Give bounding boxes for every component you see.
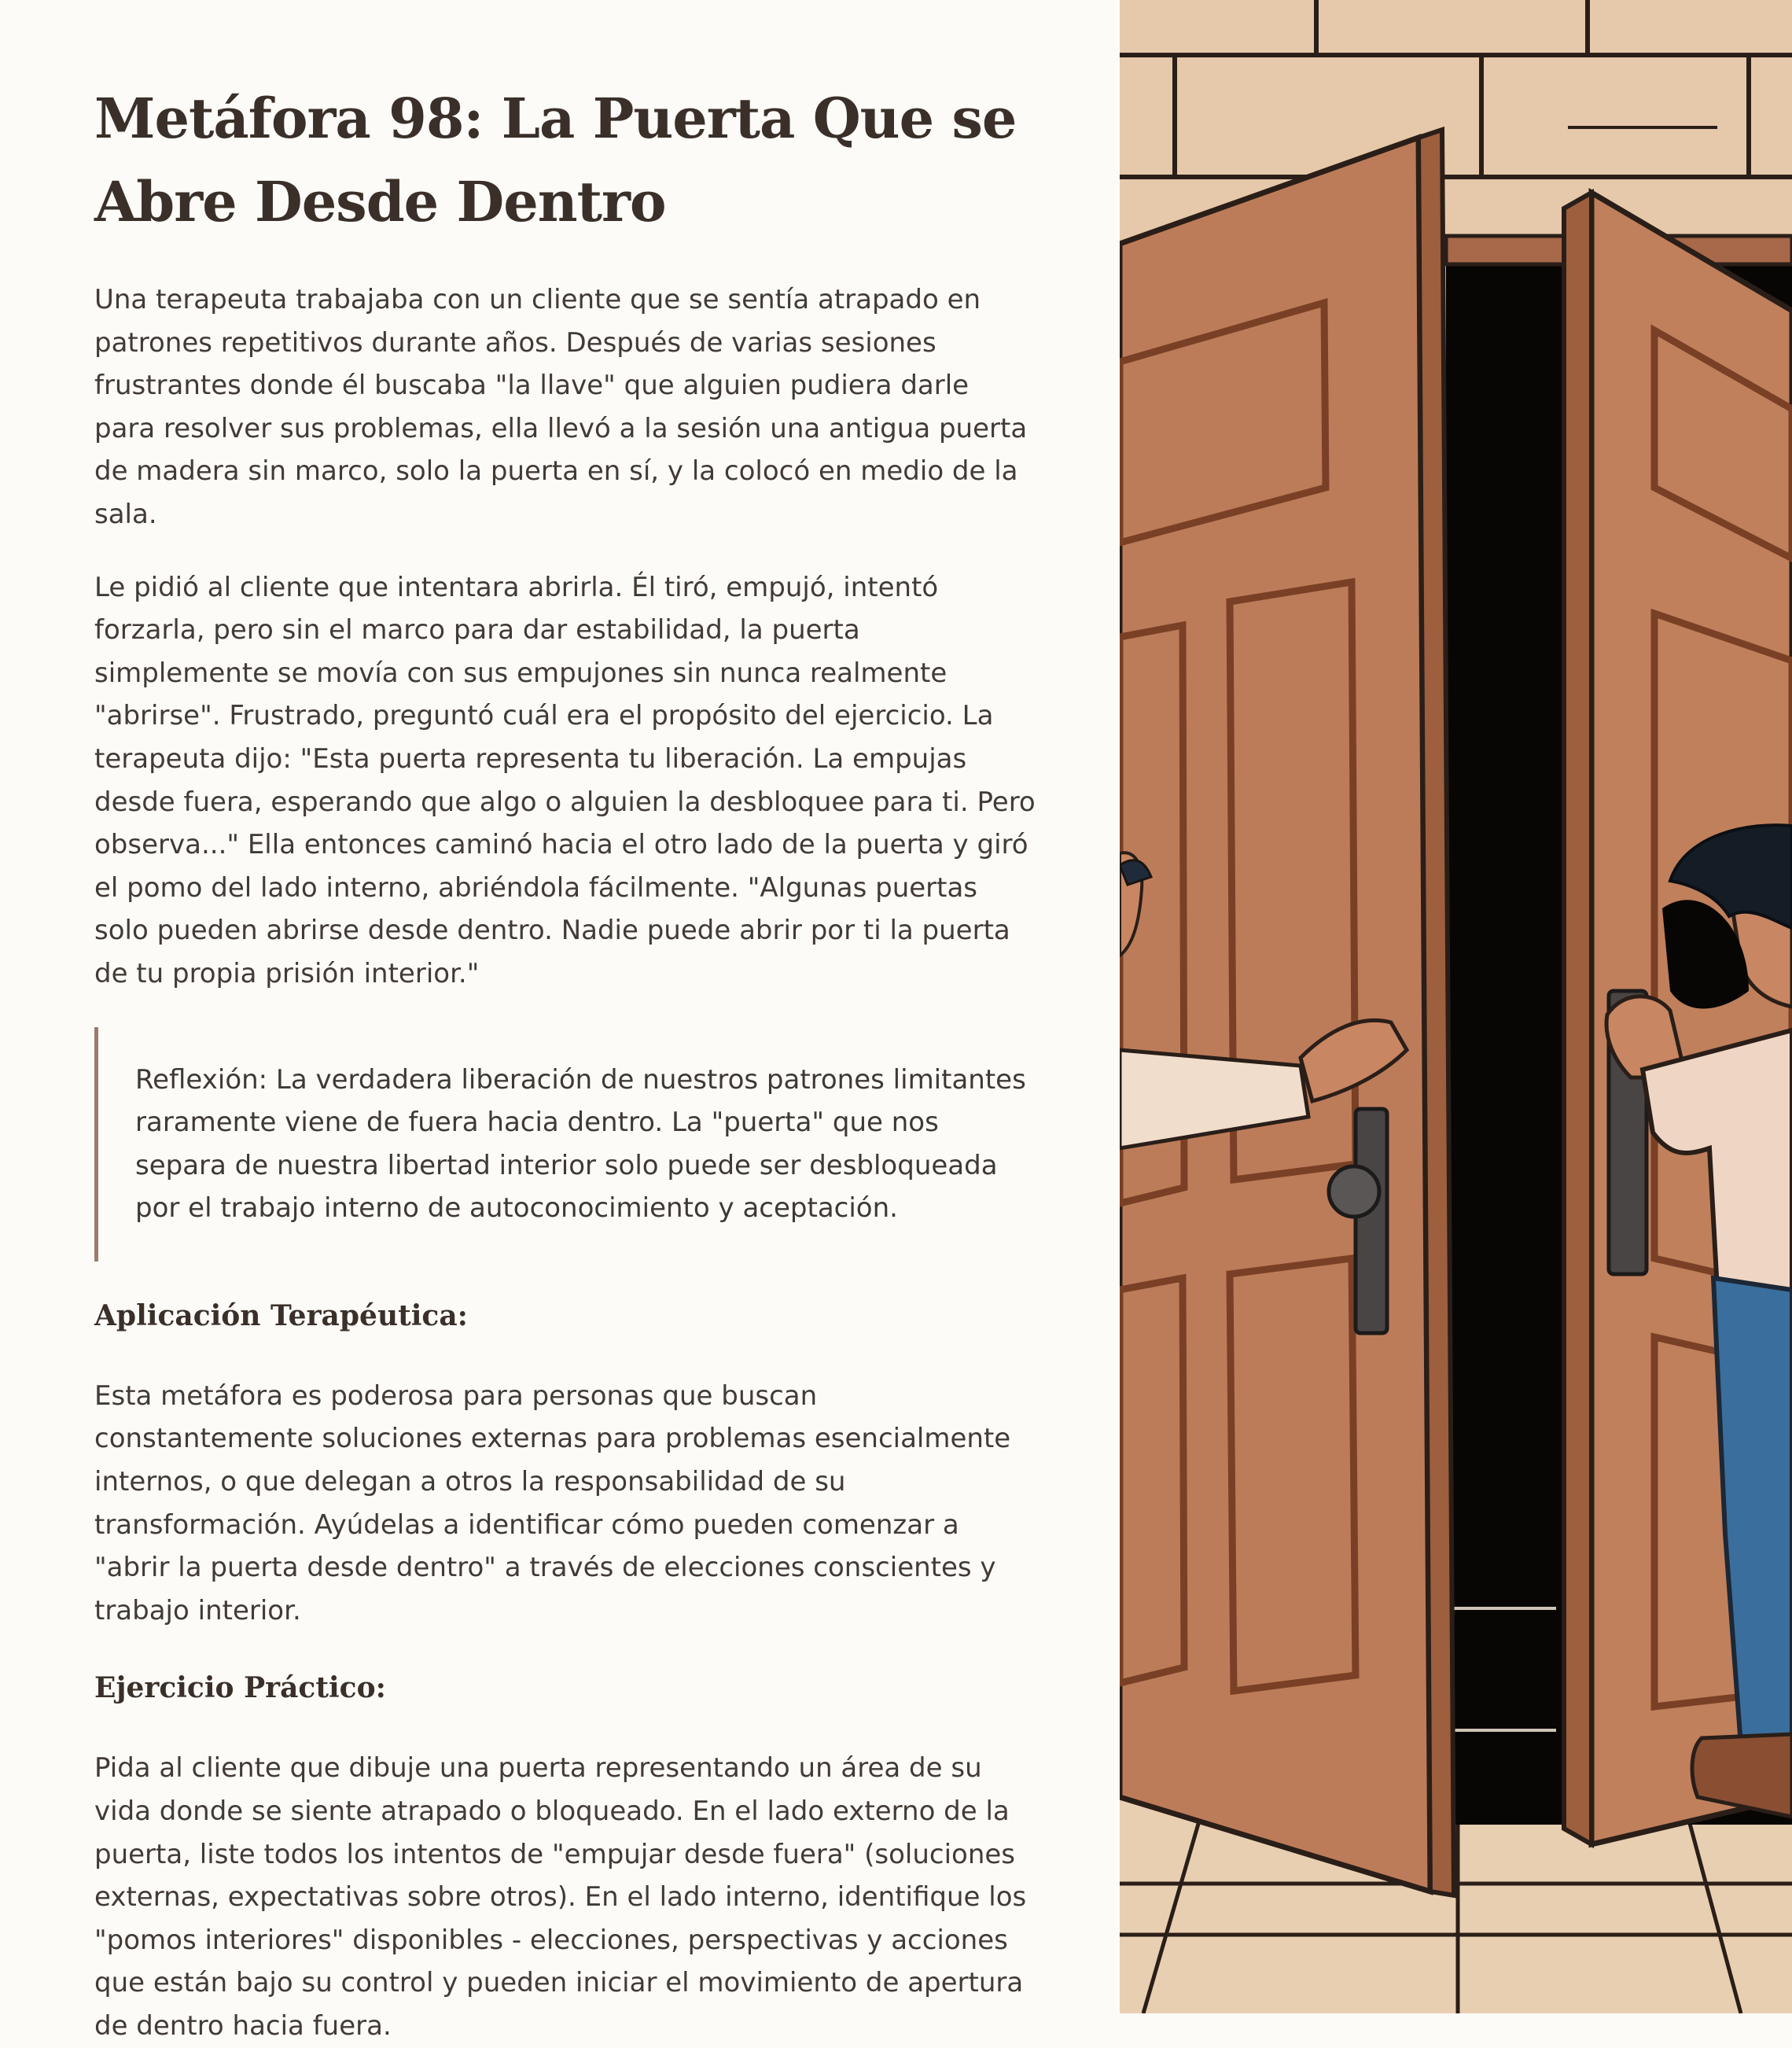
reflection-quote — [94, 1027, 1038, 1262]
story-paragraph-2: Le pidió al cliente que intentara abrirla. Él tiró, empujó, intentó forzarla, pero sin el marco para dar estabilidad, la puerta simplemente se movía con sus empujones sin nunca realmente "abrirse". Frustrado, preguntó cuál era el propósito del ejercicio. La terapeuta dijo: "Esta puerta representa tu liberación. La empujas desde fuera, esperando que algo o alguien la desbloquee para ti. Pero observa..." Ella entonces caminó hacia el otro lado de la puerta y giró el pomo del lado interno, abriéndola fácilmente. "Algunas puertas solo pueden abrirse desde dentro. Nadie puede abrir por ti la puerta de tu propia prisión interior." — [94, 571, 1036, 989]
reflection-text: Reflexión: La verdadera liberación de nuestros patrones limitantes raramente viene de fuera hacia dentro. La "puerta" que nos separa de nuestra libertad interior solo puede ser desbloqueada por el trabajo interno de autoconocimiento y aceptación. — [135, 1063, 1026, 1225]
door-lock-plate — [1356, 1109, 1387, 1333]
illustration-panel — [1120, 0, 1792, 2013]
door-illustration — [1120, 0, 1792, 2013]
exercise-heading: Ejercicio Práctico: — [94, 1671, 386, 1705]
article — [94, 77, 1038, 2048]
page-title: Metáfora 98: La Puerta Que se Abre Desde Dentro — [94, 86, 1017, 234]
left-door — [1120, 130, 1454, 1895]
door-knob — [1329, 1166, 1379, 1217]
story-paragraph-1: Una terapeuta trabajaba con un cliente que se sentía atrapado en patrones repetitivos durante años. Después de varias sesiones frustrantes donde él buscaba "la llave" que alguien pudiera darle para resolver sus problemas, ella llevó a la sesión una antigua puerta de madera sin marco, solo la puerta en sí, y la colocó en medio de la sala. — [94, 284, 1028, 530]
exercise-text: Pida al cliente que dibuje una puerta representando un área de su vida donde se siente atrapado o bloqueado. En el lado externo de la puerta, liste todos los intentos de "empujar desde fuera" (soluciones externas, expectativas sobre otros). En el lado interno, identifique los "pomos interiores" disponibles - elecciones, perspectivas y acciones que están bajo su control y pueden iniciar el movimiento de apertura de dentro hacia fuera. — [94, 1752, 1027, 2042]
application-heading: Aplicación Terapéutica: — [94, 1298, 468, 1332]
application-text: Esta metáfora es poderosa para personas que buscan constantemente soluciones externas para problemas esencialmente internos, o que delegan a otros la responsabilidad de su transformación. Ayúdelas a identificar cómo pueden comenzar a "abrir la puerta desde dentro" a través de elecciones conscientes y trabajo interior. — [94, 1379, 1011, 1626]
